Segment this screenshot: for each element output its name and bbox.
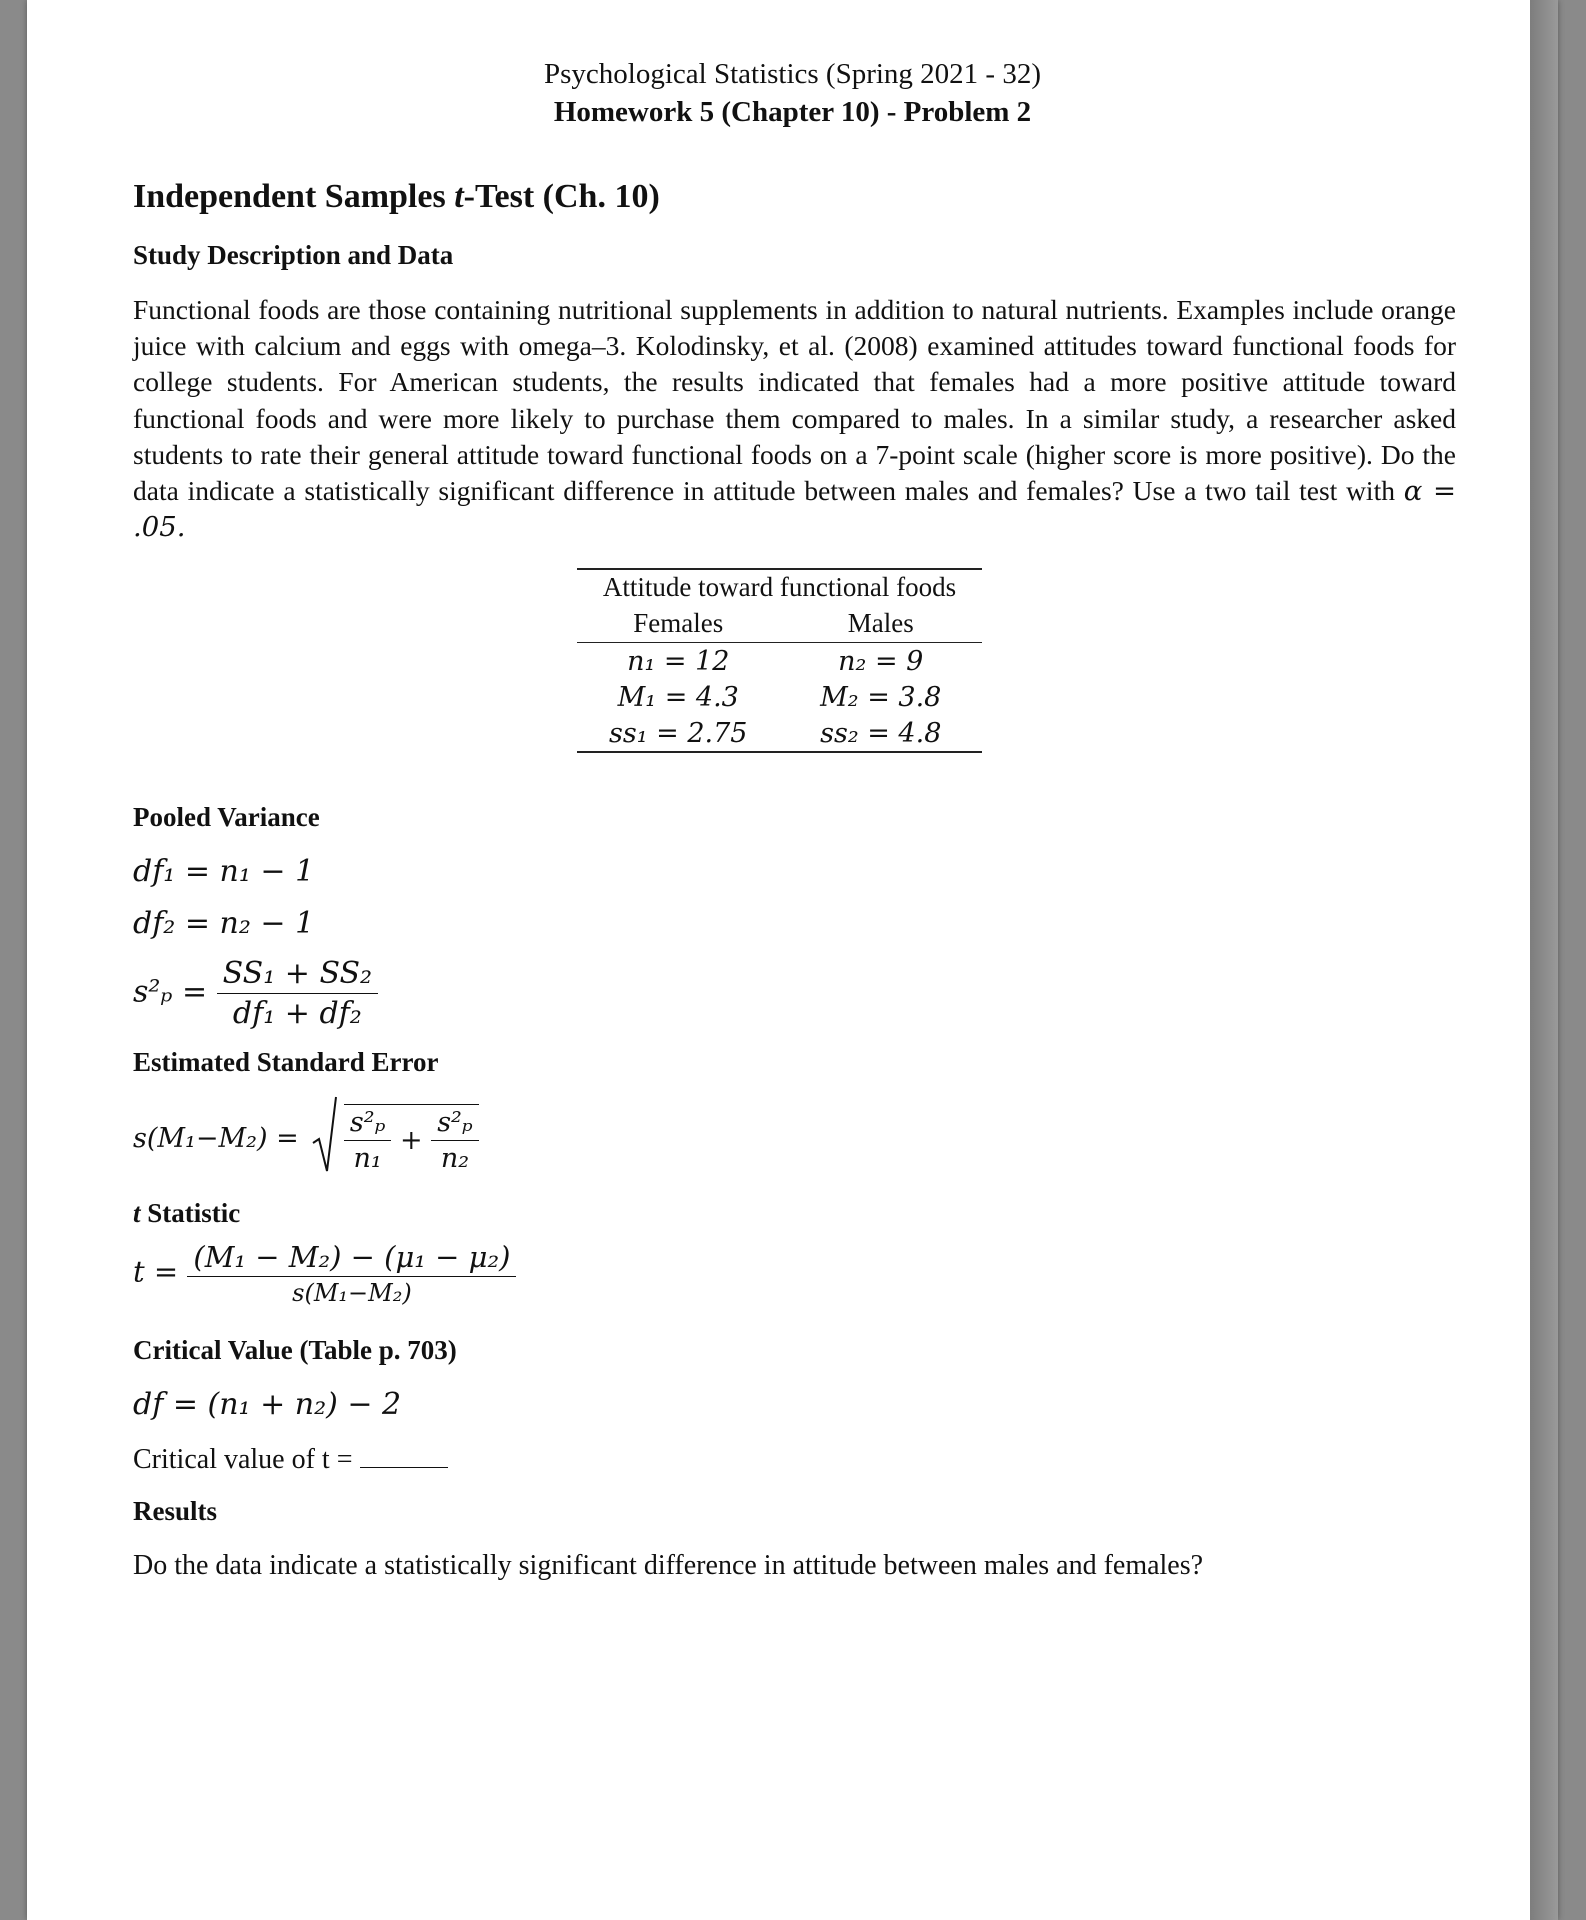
sp-fraction	[217, 956, 378, 1031]
df2-formula: df₂ = n₂ − 1	[133, 906, 315, 941]
table-row	[577, 643, 982, 679]
table-header-females: Females	[633, 608, 724, 638]
table-cell: ss₁ = 2.75	[609, 717, 748, 749]
table-cell: n₁ = 12	[627, 645, 730, 677]
sqrt-sign-icon	[311, 1095, 337, 1182]
study-description: Functional foods are those containing nutritional supplements in addition to natural nutrients. Examples include orange juice with calcium and eggs with omega–3. Kolodinsky, et al. (2008) examined attitudes toward functional foods for college students. For American students, the results indicated that females had a more positive attitude toward functional foods and were more likely to purchase them compared to males. In a similar study, a researcher asked students to rate their general attitude toward functional foods on a 7-point scale (higher score is more positive). Do the data indicate a statistically significant difference in attitude between males and females? Use a two tail test with α = .05.	[133, 294, 1457, 544]
critical-value-label: Critical value of t =	[133, 1444, 353, 1475]
t-fraction	[187, 1240, 516, 1307]
critical-value-blank[interactable]	[360, 1441, 448, 1468]
sp-lhs: s²ₚ =	[133, 974, 208, 1010]
t-statistic-heading: t Statistic	[133, 1198, 241, 1228]
results-heading: Results	[133, 1496, 218, 1526]
pooled-variance-heading: Pooled Variance	[133, 802, 320, 832]
se-b-denominator: n₂	[440, 1142, 470, 1174]
results-question: Do the data indicate a statistically significant difference in attitude between males and females?	[133, 1550, 1204, 1581]
table-cell: n₂ = 9	[838, 645, 924, 677]
course-header: Psychological Statistics (Spring 2021 - 32)	[544, 58, 1041, 90]
table-caption: Attitude toward functional foods	[602, 572, 957, 602]
se-lhs: s(M₁−M₂) =	[133, 1123, 299, 1154]
df1-formula: df₁ = n₁ − 1	[133, 854, 315, 889]
table-row	[577, 715, 982, 751]
table-cell: M₂ = 3.8	[820, 681, 942, 713]
data-table	[577, 568, 982, 753]
study-heading: Study Description and Data	[133, 240, 454, 270]
t-lhs: t =	[133, 1254, 179, 1289]
table-header-row	[577, 606, 982, 642]
t-numerator: (M₁ − M₂) − (μ₁ − μ₂)	[187, 1240, 516, 1277]
t-denominator: s(M₁−M₂)	[292, 1279, 412, 1307]
table-cell: ss₂ = 4.8	[820, 717, 942, 749]
table-row	[577, 679, 982, 715]
sp-denominator: df₁ + df₂	[232, 996, 362, 1031]
df-total-formula: df = (n₁ + n₂) − 2	[133, 1387, 402, 1422]
critical-value-line	[133, 1441, 448, 1476]
se-a-denominator: n₁	[353, 1142, 382, 1174]
table-header-males: Males	[847, 608, 914, 638]
se-fraction-b	[431, 1107, 478, 1174]
scrollbar[interactable]	[1530, 0, 1558, 1920]
se-a-numerator: s²ₚ	[344, 1107, 391, 1141]
sp-numerator: SS₁ + SS₂	[217, 956, 378, 994]
t-statistic-formula	[133, 1240, 516, 1307]
homework-header: Homework 5 (Chapter 10) - Problem 2	[553, 96, 1032, 128]
table-cell: M₁ = 4.3	[617, 681, 739, 713]
se-b-numerator: s²ₚ	[431, 1107, 478, 1141]
plus-sign: +	[399, 1124, 423, 1156]
document-page	[27, 0, 1558, 1920]
standard-error-formula	[133, 1095, 479, 1182]
se-fraction-a	[344, 1107, 391, 1174]
critical-value-heading: Critical Value (Table p. 703)	[133, 1335, 457, 1365]
standard-error-heading: Estimated Standard Error	[133, 1047, 439, 1077]
page-title: Independent Samples t-Test (Ch. 10)	[133, 178, 660, 215]
pooled-variance-formula	[133, 956, 378, 1031]
